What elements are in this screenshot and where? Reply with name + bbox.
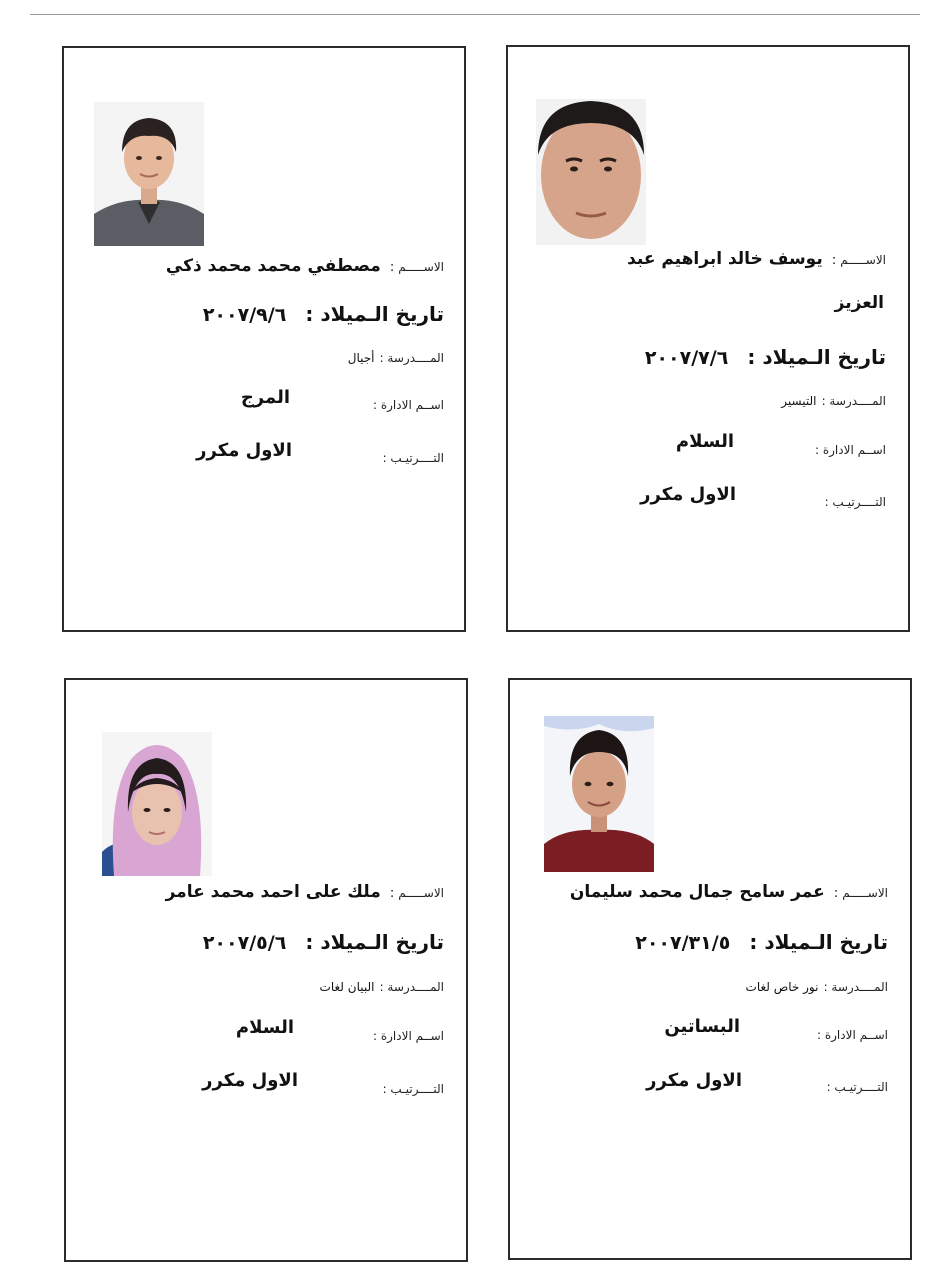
admin-value: السلام — [235, 1017, 294, 1038]
admin-label-row — [815, 439, 886, 458]
school-row — [746, 976, 888, 995]
student-photo — [544, 716, 654, 872]
rank-label-row — [825, 491, 886, 510]
rank-label: التــــرتيـب : — [824, 495, 886, 509]
name-row: الاســـــم: يوسف خالد ابراهيم عبد — [627, 249, 886, 269]
student-name: مصطفي محمد محمد ذكي — [165, 256, 381, 276]
admin-label: اســم الادارة : — [372, 398, 444, 412]
student-photo — [102, 732, 212, 876]
dob-value: ٢٠٠٧/٩/٦ — [202, 304, 287, 326]
dob-label: تاريخ الـميلاد : — [747, 345, 886, 369]
student-name: عمر سامح جمال محمد سليمان — [569, 882, 825, 902]
name-label: الاســـــم — [842, 886, 888, 900]
school-value: أجيال — [347, 351, 375, 365]
student-photo — [94, 102, 204, 246]
school-label: المــــدرسة : — [821, 394, 886, 408]
rank-value: الاول مكرر — [196, 440, 292, 461]
admin-label-row — [373, 1025, 444, 1044]
school-label: المــــدرسة : — [379, 980, 444, 994]
rank-label-row — [827, 1076, 888, 1095]
admin-value: المرج — [240, 387, 290, 408]
dob-value: ٢٠٠٧/٥/٦ — [202, 932, 287, 954]
admin-label: اســم الادارة : — [372, 1029, 444, 1043]
student-photo — [536, 99, 646, 245]
dob-row — [635, 930, 888, 954]
school-label: المــــدرسة : — [823, 980, 888, 994]
dob-value: ٢٠٠٧/٣١/٥ — [635, 932, 731, 954]
school-label: المــــدرسة : — [379, 351, 444, 365]
student-name: يوسف خالد ابراهيم عبد — [627, 249, 823, 269]
rank-label: التــــرتيـب : — [382, 1082, 444, 1096]
admin-label: اســم الادارة : — [816, 1028, 888, 1042]
rank-value: الاول مكرر — [202, 1070, 298, 1091]
dob-row — [203, 930, 444, 954]
rank-label-row — [383, 1078, 444, 1097]
page-top-rule — [30, 14, 920, 15]
name-row: الاســـــم: عمر سامح جمال محمد سليمان — [569, 882, 888, 902]
school-row — [348, 347, 444, 366]
rank-label: التــــرتيـب : — [826, 1080, 888, 1094]
name-row: الاســـــم: مصطفي محمد محمد ذكي — [165, 256, 444, 276]
student-name-continued: العزيز — [834, 293, 884, 313]
school-row — [781, 390, 886, 409]
student-card-malak — [64, 678, 468, 1262]
dob-value: ٢٠٠٧/٧/٦ — [644, 347, 729, 369]
admin-value: البساتين — [664, 1016, 740, 1037]
student-name: ملك على احمد محمد عامر — [165, 882, 381, 902]
admin-label-row — [373, 394, 444, 413]
school-value: البيان لغات — [319, 980, 375, 994]
school-row — [320, 976, 444, 995]
dob-row — [203, 302, 444, 326]
dob-label: تاريخ الـميلاد : — [305, 930, 444, 954]
student-card-youssef — [506, 45, 910, 632]
student-card-mostafa — [62, 46, 466, 632]
dob-label: تاريخ الـميلاد : — [749, 930, 888, 954]
student-card-omar — [508, 678, 912, 1260]
name-label: الاســـــم — [398, 886, 444, 900]
rank-label-row — [383, 447, 444, 466]
school-value: نور خاص لغات — [745, 980, 819, 994]
dob-row — [645, 345, 886, 369]
name-label: الاســـــم — [840, 253, 886, 267]
dob-label: تاريخ الـميلاد : — [305, 302, 444, 326]
rank-value: الاول مكرر — [646, 1070, 742, 1091]
admin-label: اســم الادارة : — [814, 443, 886, 457]
name-label: الاســـــم — [398, 260, 444, 274]
admin-value: السلام — [675, 431, 734, 452]
school-value: التيسير — [781, 394, 817, 408]
rank-label: التــــرتيـب : — [382, 451, 444, 465]
rank-value: الاول مكرر — [640, 484, 736, 505]
name-row: الاســـــم: ملك على احمد محمد عامر — [165, 882, 444, 902]
admin-label-row — [817, 1024, 888, 1043]
